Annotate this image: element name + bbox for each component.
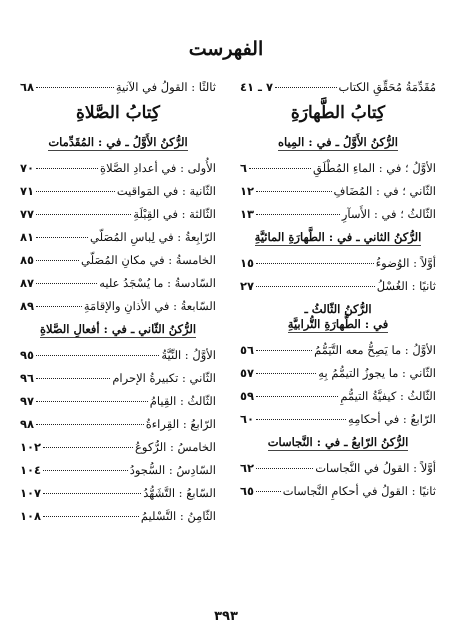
entry-page: ١٠٨ xyxy=(20,509,42,523)
toc-entry xyxy=(20,253,216,267)
leader-dots xyxy=(256,286,375,287)
toc-entry xyxy=(240,256,436,270)
leader-dots xyxy=(43,470,128,471)
section-heading: الرُّكنُ الأَوَّلُ ـ في : المِياه xyxy=(278,135,398,149)
toc-entry xyxy=(240,279,436,293)
entry-title: الثّامِنُ : التَّسْليمُ xyxy=(140,509,216,523)
entry-title: الخامسةُ : في مكانِ المُصَلّي xyxy=(81,253,216,267)
toc-entry xyxy=(20,417,216,431)
toc-entry xyxy=(240,207,436,221)
entry-page: ١٣ xyxy=(240,207,255,221)
leader-dots xyxy=(36,283,97,284)
entry-page: ١٠٤ xyxy=(20,463,42,477)
entry-title: ثالثًا : القولُ في الآنيةِ xyxy=(115,80,216,94)
leader-dots xyxy=(256,373,316,374)
entry-title: الأوَّلُ : النِّيَّةُ xyxy=(161,348,216,362)
entry-page: ١٠٧ xyxy=(20,486,42,500)
toc-entry xyxy=(240,343,436,357)
entry-page: ٦ xyxy=(240,161,248,175)
entry-title: الثّاني ؛ في : المُضَافِ xyxy=(333,184,436,198)
toc-entry xyxy=(240,412,436,426)
page-title: الفهرست xyxy=(188,38,264,60)
entry-title: الثّانية : في المَواقيت xyxy=(116,184,216,198)
leader-dots xyxy=(36,214,131,215)
entry-page: ٦٨ xyxy=(20,80,35,94)
toc-entry xyxy=(20,276,216,290)
entry-page: ٥٧ xyxy=(240,366,255,380)
section-heading: الرُّكنُ الثاني ـ في : الطَّهارَةِ المائيَّةِ xyxy=(254,230,422,244)
entry-title: الرّابعُ : القِراءةُ xyxy=(145,417,216,431)
leader-dots xyxy=(256,468,313,469)
leader-dots xyxy=(36,191,115,192)
entry-title: الأوَّلُ : ما يَصِحُّ معه التَّيَمُّمُ xyxy=(314,343,436,357)
book-heading: كِتابُ الصَّلاةِ xyxy=(75,103,161,123)
toc-entry xyxy=(240,80,436,94)
entry-title: الثّالثُ : القِيامُ xyxy=(149,394,216,408)
entry-page: ٥٩ xyxy=(240,389,255,403)
entry-page: ٩٦ xyxy=(20,371,35,385)
entry-title: السّادِسُ : السُّجودُ xyxy=(129,463,216,477)
leader-dots xyxy=(36,306,82,307)
leader-dots xyxy=(36,168,98,169)
entry-title: الثّالثُ ؛ في : الأَسآرِ xyxy=(341,207,436,221)
entry-page: ٢٧ xyxy=(240,279,255,293)
toc-entry xyxy=(240,389,436,403)
toc-entry xyxy=(240,484,436,498)
entry-title: الثّالثُ : كيفيَّةُ التيمُّمِ xyxy=(340,389,436,403)
entry-page: ٦٠ xyxy=(240,412,255,426)
leader-dots xyxy=(256,263,374,264)
leader-dots xyxy=(36,424,144,425)
leader-dots xyxy=(43,493,141,494)
toc-entry xyxy=(20,184,216,198)
entry-page: ٦٥ xyxy=(240,484,255,498)
leader-dots xyxy=(36,378,110,379)
toc-entry xyxy=(20,509,216,523)
entry-page: ٦٢ xyxy=(240,461,255,475)
leader-dots xyxy=(256,350,312,351)
leader-dots xyxy=(36,87,114,88)
toc-entry xyxy=(20,80,216,94)
entry-title: السّابعةُ : في الأذانِ والإقامَةِ xyxy=(83,299,216,313)
leader-dots xyxy=(256,419,346,420)
section-heading: الرُّكنُ الثّالثُ ـ في : الطَّهارَةِ التُّرابيَّةِ xyxy=(287,302,389,331)
leader-dots xyxy=(36,260,79,261)
section-heading: الرُّكنُ الأَوَّلُ ـ في : المُقَدِّمات xyxy=(48,135,188,149)
entry-title: السّابعُ : التَّشَهُّدُ xyxy=(143,486,216,500)
toc-entry xyxy=(20,348,216,362)
entry-title: الثّالثة : في القِبْلَةِ xyxy=(133,207,216,221)
entry-page: ٩٧ xyxy=(20,394,35,408)
toc-entry xyxy=(20,440,216,454)
leader-dots xyxy=(256,396,338,397)
entry-page: ٨٩ xyxy=(20,299,35,313)
toc-entry xyxy=(20,371,216,385)
toc-entry xyxy=(20,161,216,175)
entry-page: ٩٥ xyxy=(20,348,35,362)
entry-page: ٨١ xyxy=(20,230,35,244)
entry-title: أوَّلاً : الوُضوءُ xyxy=(375,256,436,270)
entry-page: ٨٧ xyxy=(20,276,35,290)
entry-title: الأوَّلُ ؛ في : الماءِ المُطْلَقِ xyxy=(313,161,436,175)
leader-dots xyxy=(256,491,281,492)
entry-page: ٧١ xyxy=(20,184,35,198)
book-heading: كِتابُ الطَّهارَةِ xyxy=(290,103,386,123)
entry-page: ١٢ xyxy=(240,184,255,198)
entry-page: ٩٨ xyxy=(20,417,35,431)
toc-entry xyxy=(20,463,216,477)
toc-entry xyxy=(20,230,216,244)
leader-dots xyxy=(43,516,139,517)
leader-dots xyxy=(249,168,311,169)
entry-page: ١٥ xyxy=(240,256,255,270)
entry-title: ثانيًا : القولُ في أحكامِ النَّجاسات xyxy=(282,484,436,498)
entry-page: ٥٦ xyxy=(240,343,255,357)
entry-title: مُقَدِّمَةُ مُحَقِّقِ الكتاب xyxy=(338,80,436,94)
entry-title: ثانيًا : الغُسْلُ xyxy=(376,279,436,293)
right-column xyxy=(240,80,436,507)
leader-dots xyxy=(43,447,133,448)
entry-title: أوَّلاً : القولُ في النَّجاسات xyxy=(315,461,436,475)
leader-dots xyxy=(36,237,88,238)
entry-page: ٧ ـ ٤١ xyxy=(240,80,274,94)
toc-entry xyxy=(240,184,436,198)
entry-title: الخامسُ : الرُّكوعُ xyxy=(135,440,216,454)
entry-title: الرّابعُ : في أحكامِهِ xyxy=(348,412,436,426)
entry-title: الثّاني : ما يجوزُ التيمُّمُ بِهِ xyxy=(318,366,436,380)
leader-dots xyxy=(275,87,336,88)
toc-entry xyxy=(20,299,216,313)
toc-entry xyxy=(240,366,436,380)
section-heading: الرُّكنُ الثّاني ـ في : أفعالِ الصَّلاةِ xyxy=(39,322,197,336)
leader-dots xyxy=(256,214,340,215)
toc-entry xyxy=(240,161,436,175)
toc-entry xyxy=(20,486,216,500)
entry-page: ٧٧ xyxy=(20,207,35,221)
entry-title: الرّابِعةُ : في لِباسِ المُصَلّي xyxy=(90,230,216,244)
leader-dots xyxy=(36,401,148,402)
entry-title: الأُولى : في أعدادِ الصَّلاةِ xyxy=(100,161,216,175)
entry-title: السّادسةُ : ما يُسْجَدُ عليه xyxy=(99,276,216,290)
toc-entry xyxy=(240,461,436,475)
entry-page: ١٠٢ xyxy=(20,440,42,454)
toc-entry xyxy=(20,207,216,221)
entry-title: الثّاني : تكبيرةُ الإحرام xyxy=(112,371,216,385)
leader-dots xyxy=(36,355,159,356)
page-number: ٣٩٣ xyxy=(214,609,238,624)
entry-page: ٧٠ xyxy=(20,161,35,175)
entry-page: ٨٥ xyxy=(20,253,35,267)
toc-entry xyxy=(20,394,216,408)
leader-dots xyxy=(256,191,332,192)
section-heading: الرُّكنُ الرّابعُ ـ في : النَّجاسات xyxy=(267,435,409,449)
left-column xyxy=(20,80,216,532)
